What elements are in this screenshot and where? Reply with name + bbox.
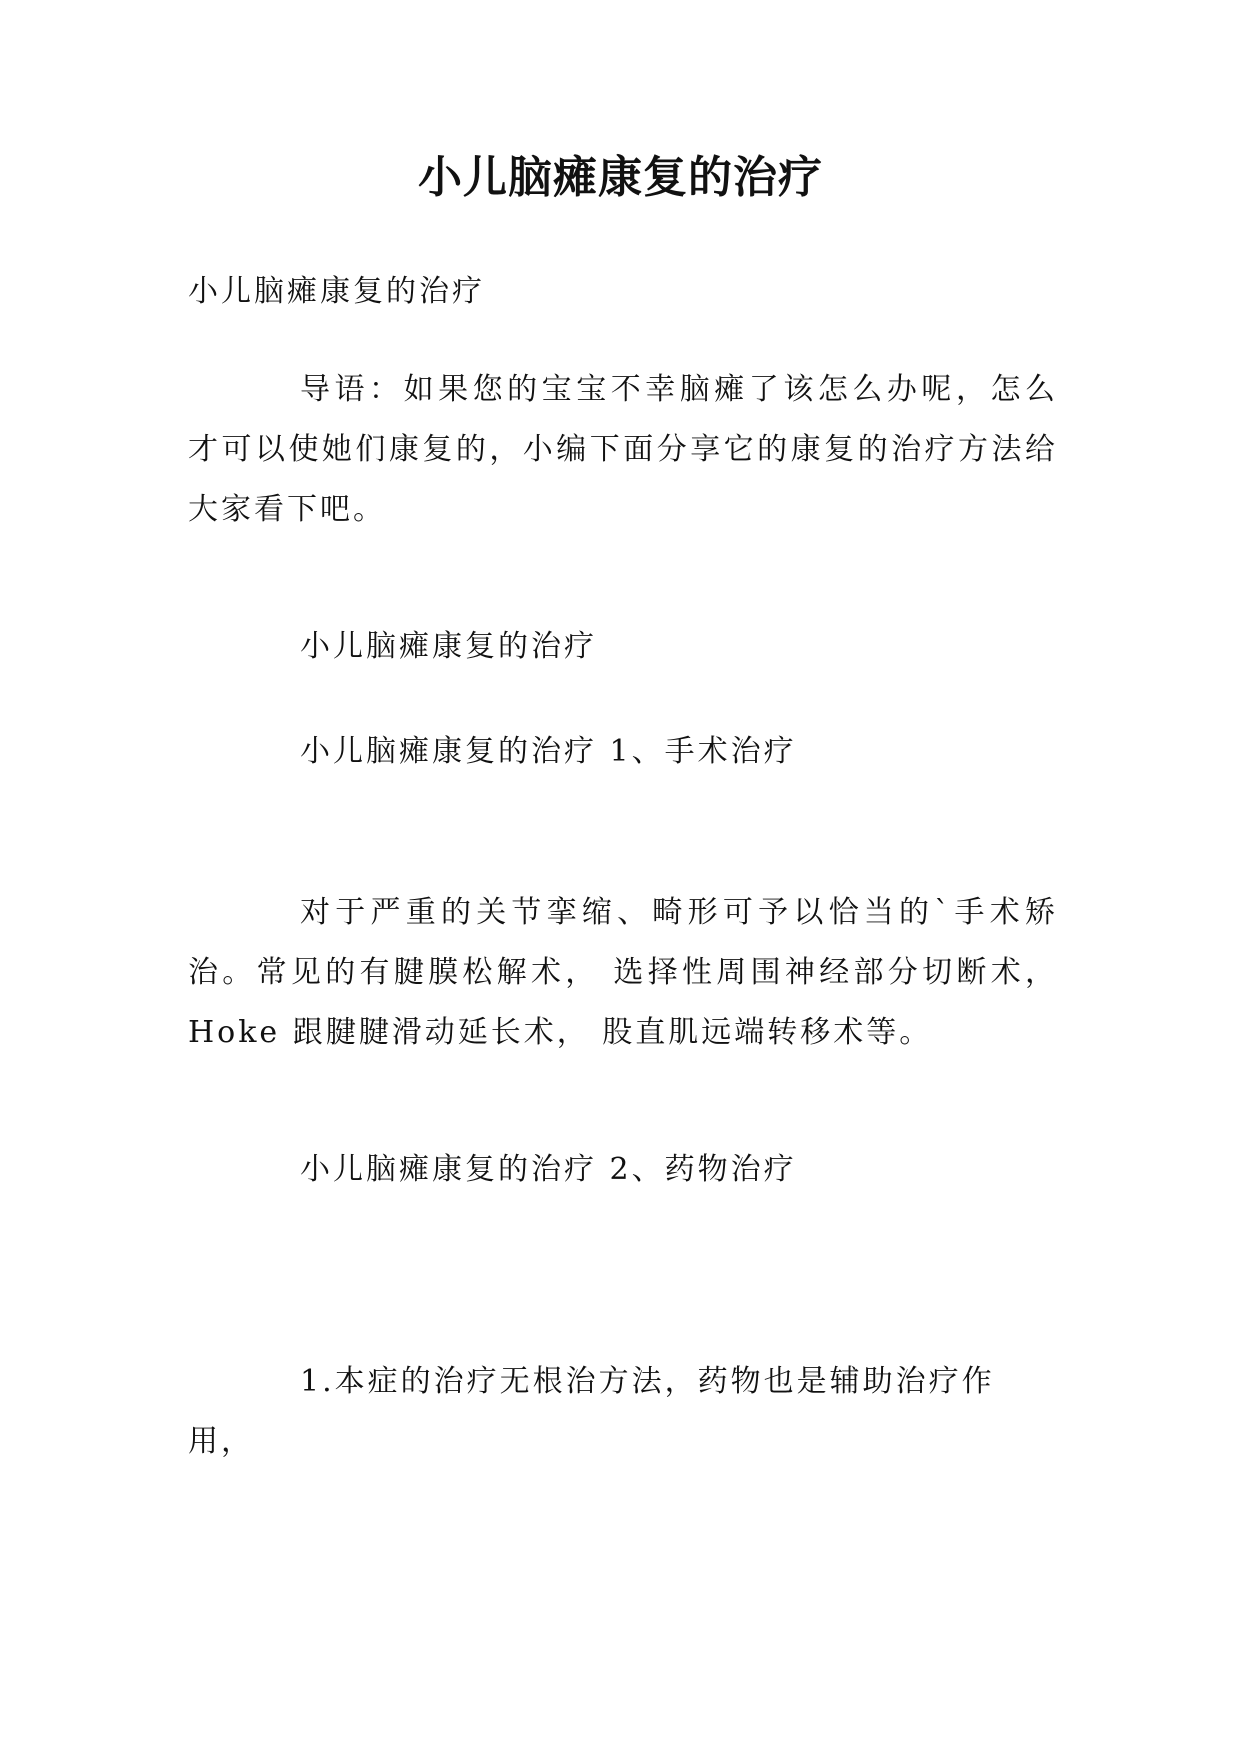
paragraph-surgery: 对于严重的关节挛缩、畸形可予以恰当的`手术矫治。常见的有腱膜松解术， 选择性周围神经部分切断术，Hoke 跟腱腱滑动延长术， 股直肌远端转移术等。: [188, 895, 1058, 1050]
intro-paragraph: 导语：如果您的宝宝不幸脑瘫了该怎么办呢，怎么才可以使她们康复的，小编下面分享它的康复的治疗方法给大家看下吧。: [188, 372, 1058, 527]
document-title: 小儿脑瘫康复的治疗: [418, 152, 823, 203]
section-heading: 小儿脑瘫康复的治疗: [300, 629, 597, 664]
document-subtitle: 小儿脑瘫康复的治疗: [188, 274, 485, 309]
heading-medication: 小儿脑瘫康复的治疗 2、药物治疗: [300, 1152, 797, 1187]
heading-surgery: 小儿脑瘫康复的治疗 1、手术治疗: [300, 734, 797, 769]
paragraph-medication: 1.本症的治疗无根治方法，药物也是辅助治疗作用，: [188, 1364, 995, 1459]
